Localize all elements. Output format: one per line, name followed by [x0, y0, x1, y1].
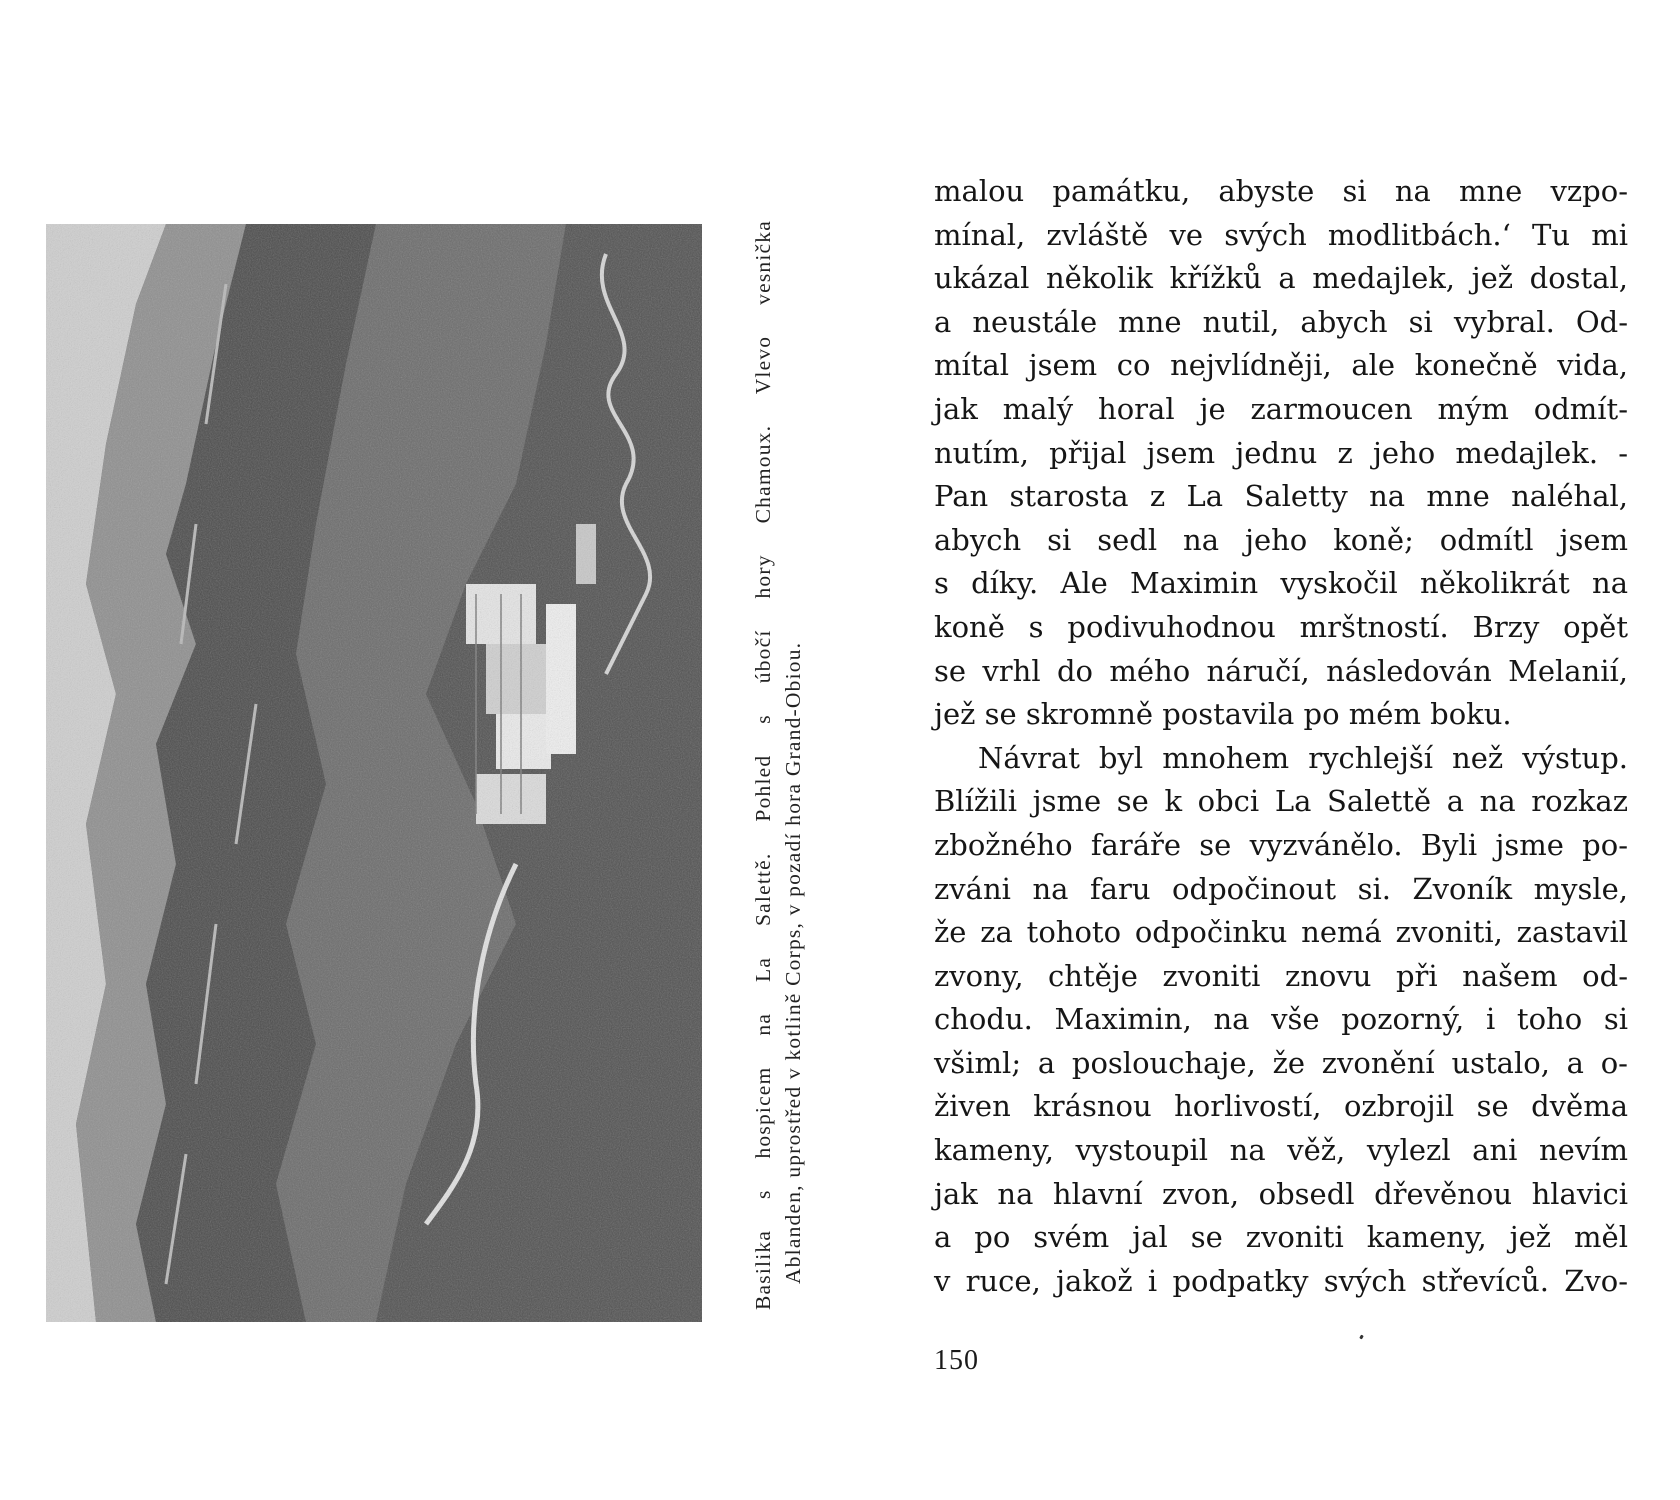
text-line: zvony, chtěje zvoniti znovu při našem od- [934, 958, 1628, 993]
text-line: všiml; a poslouchaje, že zvonění ustalo, a o- [934, 1045, 1628, 1080]
text-line: chodu. Maximin, na vše pozorný, i toho si [934, 1002, 1628, 1037]
caption-line: Ablanden, uprostřed v kotlině Corps, v pozadí hora Grand-Obiou. [781, 641, 805, 1284]
text-line: s díky. Ale Maximin vyskočil několikrát na [934, 566, 1628, 601]
text-line: Pan starosta z La Saletty na mne naléhal, [934, 479, 1628, 514]
text-line: a neustále mne nutil, abych si vybral. Od- [934, 304, 1628, 339]
text-line: koně s podivuhodnou mrštností. Brzy opět [934, 609, 1628, 644]
text-line: zváni na faru odpočinout si. Zvoník mysle, [934, 871, 1628, 906]
text-line: zbožného faráře se vyzvánělo. Byli jsme po- [934, 827, 1628, 862]
text-line: a po svém jal se zvoniti kameny, jež měl [934, 1220, 1628, 1255]
text-line: Blížili jsme se k obci La Salettě a na rozkaz [934, 784, 1628, 819]
text-line: Návrat byl mnohem rychlejší než výstup. [978, 740, 1628, 775]
text-line: jak malý horal je zarmoucen mým odmít- [934, 391, 1628, 426]
photo-caption [748, 220, 808, 1310]
text-line: že za tohoto odpočinku nemá zvoniti, zastavil [934, 915, 1628, 950]
print-speck [1359, 1335, 1364, 1340]
text-line: jak na hlavní zvon, obsedl dřevěnou hlavici [934, 1176, 1628, 1211]
page-number: 150 [934, 1345, 979, 1376]
caption-line: Basilika s hospicem na La Salettě. Pohled s úbočí hory Chamoux. Vlevo vesnička [751, 220, 775, 1310]
text-line: mítal jsem co nejvlídněji, ale konečně vida, [934, 348, 1628, 383]
text-line: abych si sedl na jeho koně; odmítl jsem [934, 522, 1628, 557]
text-line: se vrhl do mého náručí, následován Melanií, [934, 653, 1628, 688]
text-line: mínal, zvláště ve svých modlitbách.‘ Tu mi [934, 217, 1628, 252]
text-line: ukázal několik křížků a medajlek, jež dostal, [934, 261, 1628, 296]
text-line: malou památku, abyste si na mne vzpo- [934, 174, 1628, 208]
text-line: jež se skromně postavila po mém boku. [934, 697, 1512, 732]
text-line: v ruce, jakož i podpatky svých střevíců. Zvo- [934, 1263, 1628, 1298]
text-line: živen krásnou horlivostí, ozbrojil se dvěma [934, 1089, 1628, 1124]
text-line: nutím, přijal jsem jednu z jeho medajlek. - [934, 435, 1628, 470]
body-text [934, 170, 1628, 1303]
photograph-basilica-la-salette [46, 224, 702, 1322]
text-line: kameny, vystoupil na věž, vylezl ani nevím [934, 1133, 1628, 1168]
